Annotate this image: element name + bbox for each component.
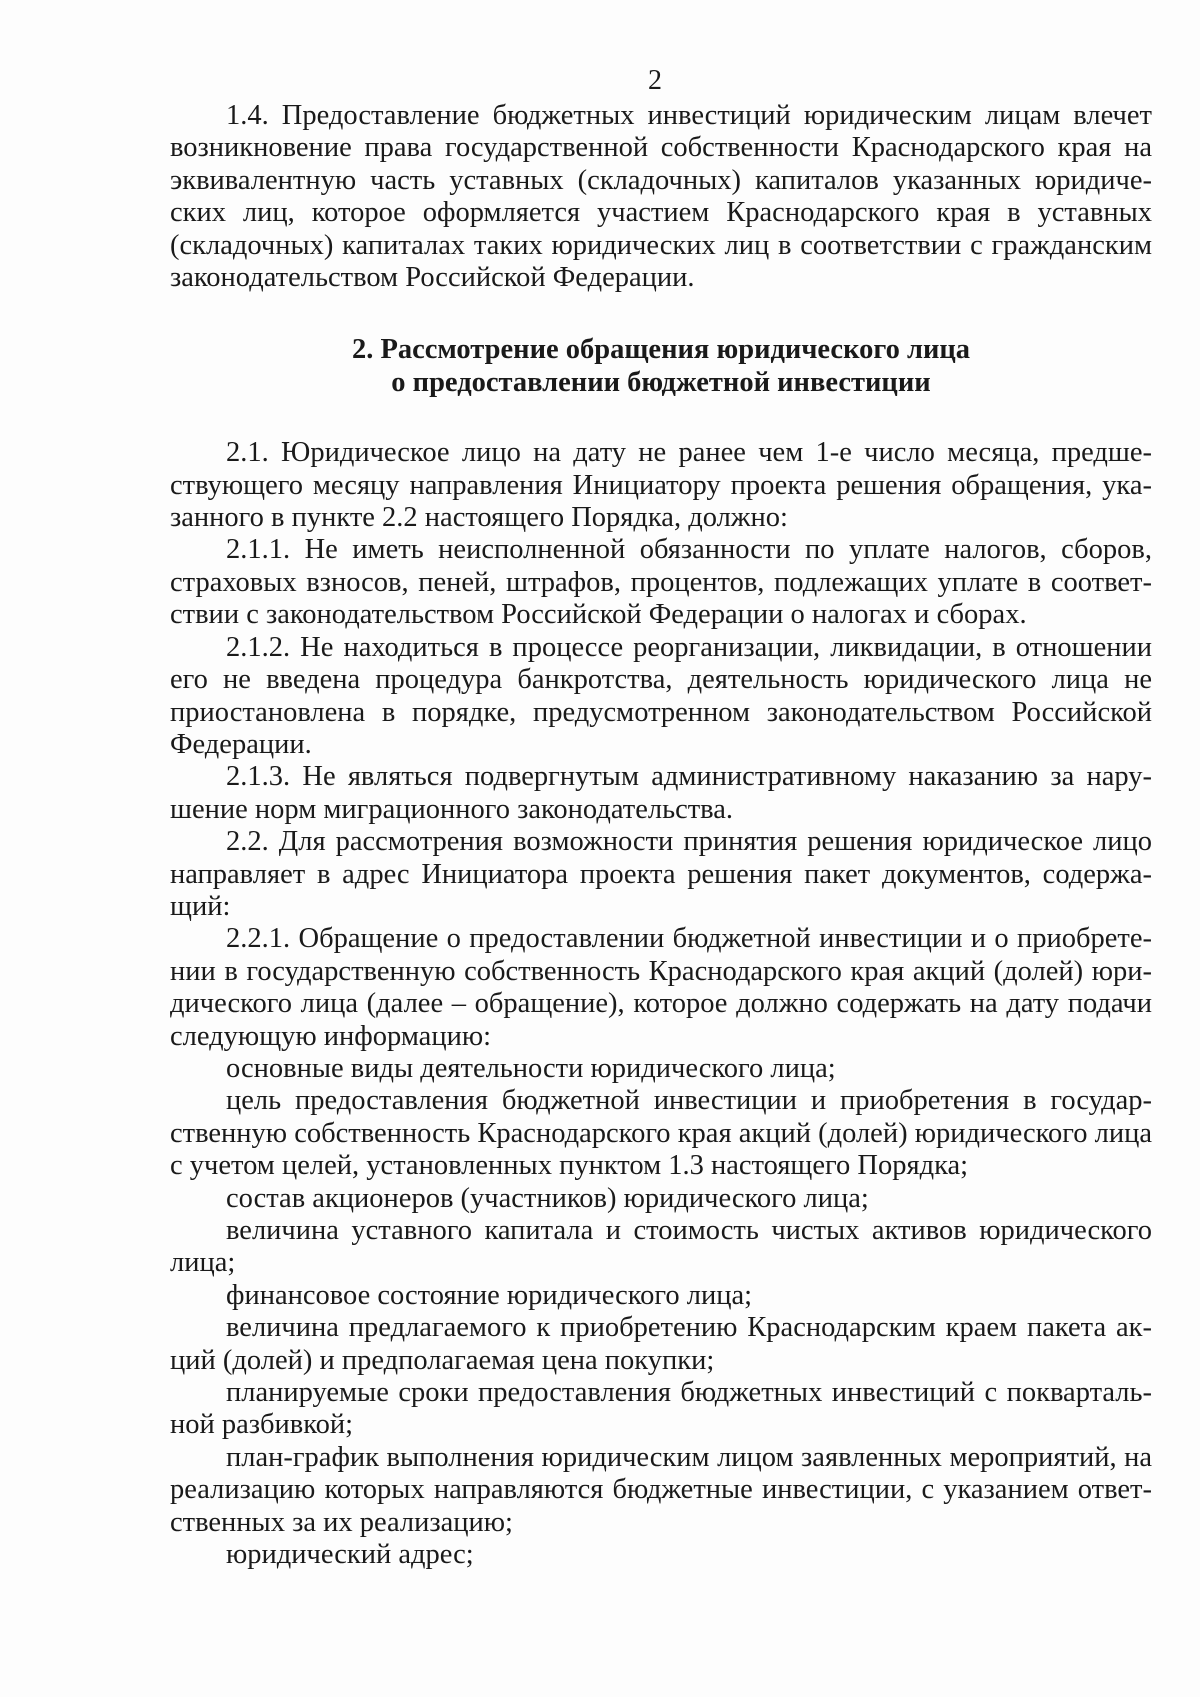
paragraph-2-1-3: 2.1.3. Не являться подвергнутым административному наказанию за нарушение норм миграционного законодательства. <box>170 761 1152 825</box>
list-item-share-package: величина предлагаемого к приобретению Краснодарским краем пакета акций (долей) и предполагаемая цена покупки; <box>170 1312 1152 1376</box>
section-heading <box>170 334 1152 399</box>
list-item-shareholders: состав акционеров (участников) юридического лица; <box>226 1182 869 1214</box>
list-item-capital: величина уставного капитала и стоимость чистых активов юридического лица; <box>170 1215 1152 1279</box>
paragraph-2-1-2: 2.1.2. Не находиться в процессе реорганизации, ликвидации, в отношении его не введена процедура банкротства, деятельность юридического лица не приостановлена в порядке, предусмотренном законодательством Российской Федерации. <box>170 631 1152 760</box>
paragraph-2-2-1: 2.2.1. Обращение о предоставлении бюджетной инвестиции и о приобретении в государственную собственность Краснодарского края акций (долей) юридического лица (далее – обращение), которое должно содержать на дату подачи следующую информацию: <box>170 923 1152 1052</box>
section-heading-line-2: о предоставлении бюджетной инвестиции <box>391 366 931 398</box>
paragraph-2-2: 2.2. Для рассмотрения возможности принятия решения юридическое лицо направляет в адрес Инициатора проекта решения пакет документов, содержащий: <box>170 826 1152 922</box>
paragraph-2-1-1: 2.1.1. Не иметь неисполненной обязанности по уплате налогов, сборов, страховых взносов, пеней, штрафов, процентов, подлежащих уплате в соответствии с законодательством Российской Федерации о налогах и сборах. <box>170 534 1152 631</box>
list-item-schedule: планируемые сроки предоставления бюджетных инвестиций с поквартальной разбивкой; <box>170 1377 1152 1441</box>
list-item-plan: план-график выполнения юридическим лицом заявленных мероприятий, на реализацию которых направляются бюджетные инвестиции, с указанием ответственных за их реализацию; <box>170 1441 1152 1538</box>
paragraph-1-4: 1.4. Предоставление бюджетных инвестиций юридическим лицам влечет возникновение права государственной собственности Краснодарского края на эквивалентную часть уставных (складочных) капиталов указанных юридических лиц, которое оформляется участием Краснодарского края в уставных (складочных) капиталах таких юридических лиц в соответствии с гражданским законодательством Российской Федерации. <box>170 100 1152 294</box>
list-item-legal-address: юридический адрес; <box>226 1539 474 1571</box>
section-heading-line-1: 2. Рассмотрение обращения юридического лица <box>351 334 971 366</box>
paragraph-2-1: 2.1. Юридическое лицо на дату не ранее чем 1-е число месяца, предшествующего месяцу направления Инициатору проекта решения обращения, указанного в пункте 2.2 настоящего Порядка, должно: <box>170 437 1152 534</box>
list-item-activities: основные виды деятельности юридического лица; <box>226 1052 836 1084</box>
page-number: 2 <box>648 65 662 96</box>
list-item-financial-state: финансовое состояние юридического лица; <box>226 1279 753 1311</box>
document-body <box>170 100 1152 1571</box>
list-item-purpose: цель предоставления бюджетной инвестиции и приобретения в государственную собственность Краснодарского края акций (долей) юридического лица с учетом целей, установленных пунктом 1.3 настоящего Порядка; <box>170 1085 1152 1182</box>
